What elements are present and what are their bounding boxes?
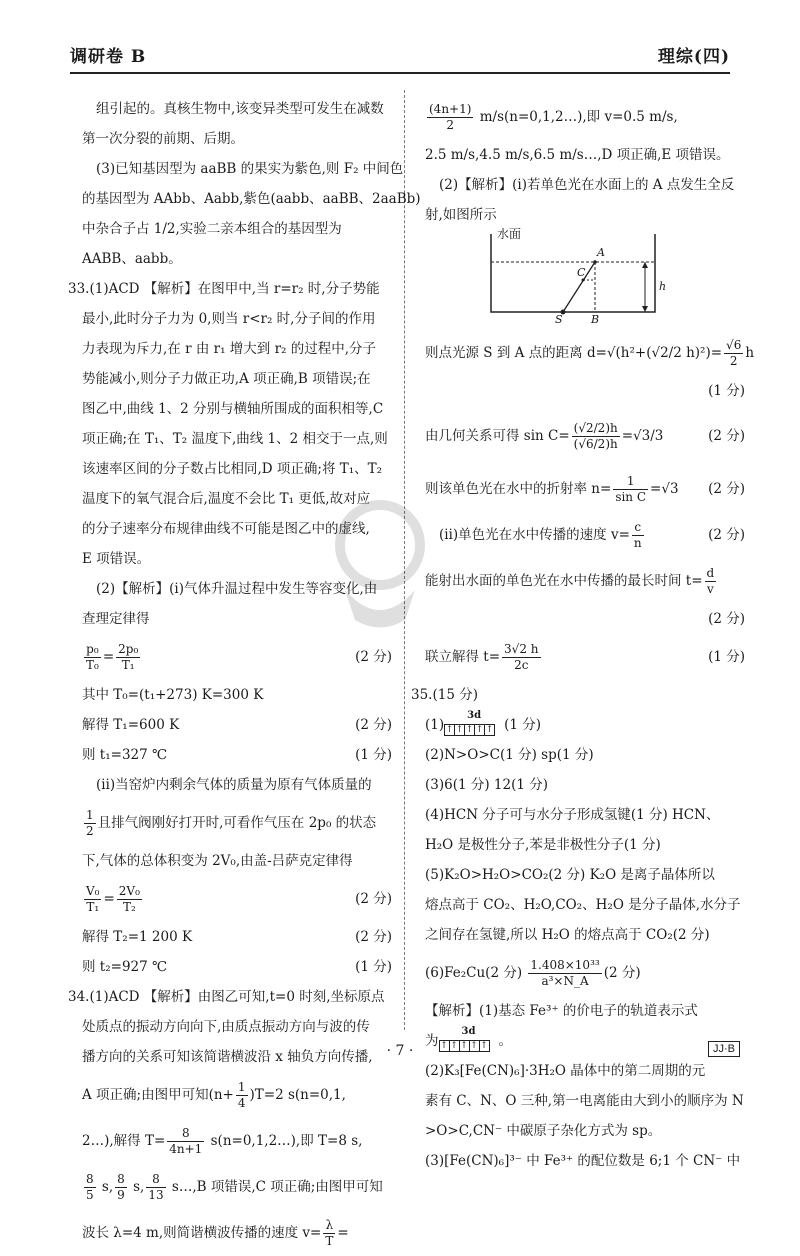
text-line: (5)K₂O>H₂O>CO₂(2 分) K₂O 是离子晶体所以: [425, 867, 715, 883]
text-line-with-fraction: (6)Fe₂Cu(2 分) $\frac{\text{1.408×10³³}}{\text{a³×N\_A}}$ (2 分): [425, 958, 641, 988]
text-line: 播方向的关系可知该简谐横波沿 x 轴负方向传播,: [82, 1049, 373, 1065]
text-line: 解得 T₂=1 200 K (2 分): [82, 929, 392, 945]
text-line: 最小,此时分子力为 0,则当 r<r₂ 时,分子间的作用: [82, 311, 376, 327]
question-35-title: 35.(15 分): [411, 687, 478, 703]
orbital-line: 为 3d ↑ ↑ ↑ ↑ ↑ 。: [425, 1026, 745, 1056]
text-line: 射,如图所示: [425, 207, 497, 223]
text-line-with-fraction: $\frac{(4n+1)}{2}$ m/s(n=0,1,2…),即 v=0.5 m/s,: [429, 102, 678, 132]
text-line: (3)6(1 分) 12(1 分): [425, 777, 549, 793]
fraction: $\frac{1}{2}$: [86, 808, 94, 838]
orbital-diagram-icon: 3d ↑ ↑ ↑ ↑ ↑: [445, 709, 494, 735]
text-line: 组引起的。真核生物中,该变异类型可发生在减数: [96, 101, 384, 117]
equation-line: 能射出水面的单色光在水中传播的最长时间 t= $\frac{d}{v}$: [425, 566, 715, 596]
text-line: 则 t₂=927 ℃ (1 分): [82, 959, 392, 975]
text-line: 下,气体的总体积变为 2V₀,由盖-吕萨克定律得: [82, 853, 353, 869]
text-line: H₂O 是极性分子,苯是非极性分子(1 分): [425, 837, 661, 853]
text-line-with-fraction: $\frac{1}{2}$ 且排气阀刚好打开时,可看作气压在 2p₀ 的状态: [86, 808, 377, 838]
text-line: 的基因型为 AAbb、Aabb,紫色(aabb、aaBB、2aaBb): [82, 191, 421, 207]
score: (2 分): [355, 649, 392, 665]
equation-line: (ⅱ)单色光在水中传播的速度 v= $\frac{c}{n}$ (2 分): [439, 520, 745, 550]
text-line: (2)N>O>C(1 分) sp(1 分): [425, 747, 594, 763]
score: (2 分): [355, 891, 392, 907]
equation-line: 则该单色光在水中的折射率 n= $\frac{1}{\text{sin C}}$ =√3 (2 分): [425, 474, 745, 504]
text-line: 图乙中,曲线 1、2 分别与横轴所围成的面积相等,C: [82, 401, 384, 417]
text-line: 之间存在氢键,所以 H₂O 的熔点高于 CO₂(2 分): [425, 927, 710, 943]
text-line: 2.5 m/s,4.5 m/s,6.5 m/s…,D 项正确,E 项错误。: [425, 147, 730, 163]
water-surface-label: 水面: [497, 227, 522, 241]
height-h-label: h: [659, 280, 667, 293]
point-s-label: S: [555, 313, 563, 326]
orbital-line: (1) 3d ↑ ↑ ↑ ↑ ↑ (1 分): [425, 710, 745, 740]
text-line: 该速率区间的分子数占比相同,D 项正确;将 T₁、T₂: [82, 461, 383, 477]
text-line: 查理定律得: [82, 611, 150, 627]
text-line-with-fraction: $\frac{8}{5}$ s, $\frac{8}{9}$ s, $\frac{8}{13}$ s…,B 项错误,C 项正确;由图甲可知: [86, 1172, 383, 1202]
text-line: 素有 C、N、O 三种,第一电离能由大到小的顺序为 N: [425, 1093, 744, 1109]
question-33-start: 33.(1)ACD 【解析】在图甲中,当 r=r₂ 时,分子势能: [68, 281, 380, 297]
equation-line: 由几何关系可得 sin C= $\frac{(√2/2)h}{(√6/2)h}$ =√3/3 (2 分): [425, 421, 745, 451]
text-line: 处质点的振动方向向下,由质点振动方向与波的传: [82, 1019, 370, 1035]
fraction: $\frac{\text{2V₀}}{\text{T₂}}$: [118, 884, 140, 914]
text-line: 第一次分裂的前期、后期。: [82, 131, 244, 147]
text-line: 势能减小,则分子力做正功,A 项正确,B 项错误;在: [82, 371, 371, 387]
fraction: $\frac{\text{2p₀}}{\text{T₁}}$: [118, 642, 139, 672]
exam-code: JJ·B: [708, 1041, 740, 1057]
left-column: [68, 94, 421, 1256]
equation-line: 联立解得 t= $\frac{3√2 h}{2c}$ (1 分): [425, 642, 745, 672]
text-line: 熔点高于 CO₂、H₂O,CO₂、H₂O 是分子晶体,水分子: [425, 897, 741, 913]
equation-line: 则点光源 S 到 A 点的距离 d=√(h²+(√2/2 h)²)= $\frac{√6}{2}$ h: [425, 338, 755, 368]
score-line: (2 分): [708, 611, 745, 627]
text-line: 则 t₁=327 ℃ (1 分): [82, 747, 392, 763]
equation-gay-lussac: $\frac{\text{V₀}}{\text{T₁}}$ = $\frac{\text{2V₀}}{\text{T₂}}$ (2 分): [82, 876, 392, 922]
page-number: · 7 ·: [386, 1043, 414, 1059]
exam-title: 调研卷 B: [70, 47, 147, 67]
question-34-start: 34.(1)ACD 【解析】由图乙可知,t=0 时刻,坐标原点: [68, 989, 385, 1005]
text-line: >O>C,CN⁻ 中碳原子杂化方式为 sp。: [425, 1123, 662, 1139]
text-line: 温度下的氧气混合后,温度不会比 T₁ 更低,故对应: [82, 491, 371, 507]
point-c-label: C: [577, 266, 586, 279]
fraction: $\frac{\text{p₀}}{\text{T₀}}$: [86, 642, 99, 672]
fraction: $\frac{\text{V₀}}{\text{T₁}}$: [86, 884, 100, 914]
text-line: (3)[Fe(CN)₆]³⁻ 中 Fe³⁺ 的配位数是 6;1 个 CN⁻ 中: [425, 1153, 741, 1169]
text-line: 【解析】(1)基态 Fe³⁺ 的价电子的轨道表示式: [425, 1003, 698, 1019]
text-line: E 项错误。: [82, 551, 151, 567]
page-header: [70, 42, 730, 72]
text-line-with-fraction: 波长 λ=4 m,则简谐横波传播的速度 v= $\frac{\lambda}{T}$ =: [82, 1218, 349, 1248]
text-line: (2)【解析】(ⅰ)若单色光在水面上的 A 点发生全反: [439, 177, 735, 193]
point-b-label: B: [591, 313, 600, 326]
text-line: (ⅱ)当窑炉内剩余气体的质量为原有气体质量的: [96, 777, 372, 793]
text-line: 力表现为斥力,在 r 由 r₁ 增大到 r₂ 的过程中,分子: [82, 341, 377, 357]
refraction-diagram: [485, 227, 745, 326]
text-line: 项正确;在 T₁、T₂ 温度下,曲线 1、2 相交于一点,则: [82, 431, 388, 447]
text-line: (2)【解析】(ⅰ)气体升温过程中发生等容变化,由: [96, 581, 378, 597]
text-line: 解得 T₁=600 K (2 分): [82, 717, 392, 733]
score-line: (1 分): [708, 383, 745, 399]
orbital-diagram-icon: 3d ↑ ↑ ↑ ↑ ↑: [440, 1025, 488, 1051]
subject-title: 理综(四): [657, 47, 730, 67]
text-line: 中杂合子占 1/2,实验二亲本组合的基因型为: [82, 221, 342, 237]
text-line: (3)已知基因型为 aaBB 的果实为紫色,则 F₂ 中间色: [96, 161, 404, 177]
equation-charles-law: $\frac{\text{p₀}}{\text{T₀}}$ = $\frac{\text{2p₀}}{\text{T₁}}$ (2 分): [82, 634, 392, 680]
text-line-with-fraction: A 项正确;由图甲可知(n+ $\frac{1}{4}$ )T=2 s(n=0,1,: [82, 1080, 346, 1110]
header-rule: [70, 72, 730, 74]
text-line: 其中 T₀=(t₁+273) K=300 K: [82, 687, 264, 703]
point-a-label: A: [597, 246, 605, 259]
text-line-with-fraction: 2…),解得 T= $\frac{8}{4n+1}$ s(n=0,1,2…),即 T=8 s,: [82, 1126, 363, 1156]
text-line: 的分子速率分布规律曲线不可能是图乙中的虚线,: [82, 521, 370, 537]
right-column: [411, 94, 755, 1176]
text-line: (2)K₃[Fe(CN)₆]·3H₂O 晶体中的第二周期的元: [425, 1063, 706, 1079]
text-line: AABB、aabb。: [82, 251, 182, 267]
text-line: (4)HCN 分子可与水分子形成氢键(1 分) HCN、: [425, 807, 720, 823]
